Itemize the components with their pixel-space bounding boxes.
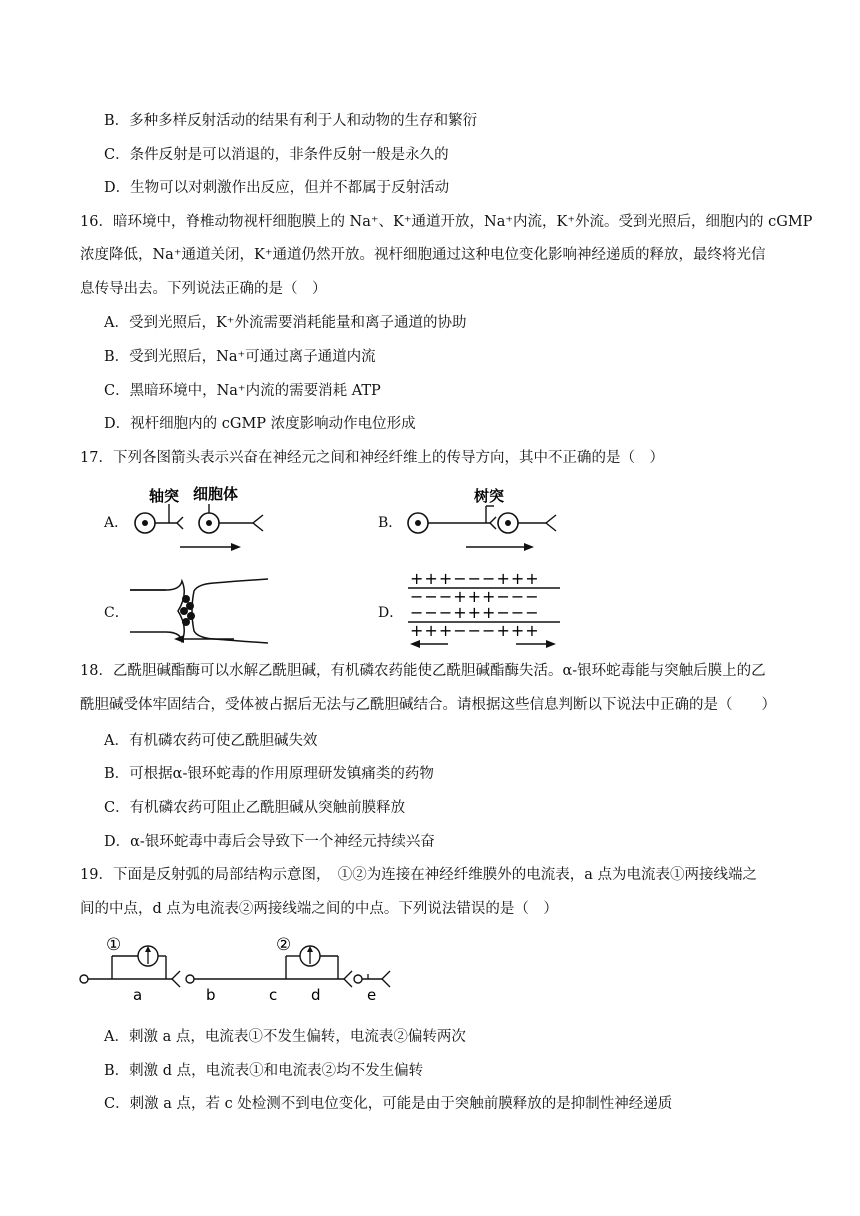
q17-figure-c <box>128 575 278 647</box>
q17-fig-b-label: B． <box>378 515 403 531</box>
q19-reflex-arc-figure <box>76 928 406 1008</box>
q16-option-a: A．受到光照后，K⁺外流需要消耗能量和离子通道的协助 <box>104 315 467 331</box>
q17-fig-d-label: D． <box>378 605 404 621</box>
point-d-label: d <box>311 986 321 1004</box>
q17-stem: 17．下列各图箭头表示兴奋在神经元之间和神经纤维上的传导方向，其中不正确的是（ ） <box>80 450 664 466</box>
q17-fig-a-label: A． <box>104 515 129 531</box>
point-b-label: b <box>206 986 216 1004</box>
membrane-row-1: +++−−−+++ <box>410 569 540 588</box>
arrow-right-icon <box>231 543 241 551</box>
q17-figure-d <box>404 568 564 648</box>
membrane-row-2: −−−+++−−− <box>410 587 540 606</box>
q18-option-a: A．有机磷农药可使乙酰胆碱失效 <box>104 733 318 749</box>
point-e-label: e <box>367 986 377 1004</box>
q17-fig-c-label: C． <box>104 605 129 621</box>
q19-stem-line2: 间的中点，d 点为电流表②两接线端之间的中点。下列说法错误的是（ ） <box>80 901 558 917</box>
q16-option-b: B．受到光照后，Na⁺可通过离子通道内流 <box>104 349 376 365</box>
q16-stem-line1: 16．暗环境中，脊椎动物视杆细胞膜上的 Na⁺、K⁺通道开放，Na⁺内流，K⁺外流。受到光照后，细胞内的 cGMP <box>80 214 813 230</box>
q18-stem-line2: 酰胆碱受体牢固结合，受体被占据后无法与乙酰胆碱结合。请根据这些信息判断以下说法中正确的是（ ） <box>80 697 776 713</box>
axon-label: 轴突 <box>149 487 180 505</box>
point-c-label: c <box>269 986 278 1004</box>
dendrite-label: 树突 <box>474 487 505 505</box>
q18-option-d: D．α-银环蛇毒中毒后会导致下一个神经元持续兴奋 <box>104 834 435 850</box>
meter-2-label: ② <box>276 935 292 955</box>
q15-option-b: B．多种多样反射活动的结果有利于人和动物的生存和繁衍 <box>104 113 478 129</box>
arrow-left-icon <box>410 640 420 648</box>
q15-option-d: D．生物可以对刺激作出反应，但并不都属于反射活动 <box>104 180 450 196</box>
q17-figure-b <box>398 482 568 557</box>
q19-option-b: B．刺激 d 点，电流表①和电流表②均不发生偏转 <box>104 1063 424 1079</box>
soma-label: 细胞体 <box>193 485 239 503</box>
q16-stem-line3: 息传导出去。下列说法正确的是（ ） <box>80 281 327 297</box>
q16-option-d: D．视杆细胞内的 cGMP 浓度影响动作电位形成 <box>104 416 416 432</box>
q19-option-a: A．刺激 a 点，电流表①不发生偏转，电流表②偏转两次 <box>104 1029 466 1045</box>
q17-figure-a <box>125 482 285 557</box>
q18-stem-line1: 18．乙酰胆碱酯酶可以水解乙酰胆碱，有机磷农药能使乙酰胆碱酯酶失活。α-银环蛇毒能与突触后膜上的乙 <box>80 663 766 679</box>
point-a-label: a <box>133 986 143 1004</box>
arrow-right-icon <box>524 543 534 551</box>
q19-stem-line1: 19．下面是反射弧的局部结构示意图， ①②为连接在神经纤维膜外的电流表，a 点为电流表①两接线端之 <box>80 867 757 883</box>
meter-1-label: ① <box>106 935 122 955</box>
q16-option-c: C．黑暗环境中，Na⁺内流的需要消耗 ATP <box>104 383 381 399</box>
q15-option-c: C．条件反射是可以消退的，非条件反射一般是永久的 <box>104 147 449 163</box>
q18-option-c: C．有机磷农药可阻止乙酰胆碱从突触前膜释放 <box>104 800 406 816</box>
q16-stem-line2: 浓度降低，Na⁺通道关闭，K⁺通道仍然开放。视杆细胞通过这种电位变化影响神经递质的释放，最终将光信 <box>80 247 766 263</box>
q19-option-c: C．刺激 a 点，若 c 处检测不到电位变化，可能是由于突触前膜释放的是抑制性神经递质 <box>104 1096 673 1112</box>
membrane-row-3: −−−+++−−− <box>410 603 540 622</box>
arrow-right-icon <box>546 640 556 648</box>
q18-option-b: B．可根据α-银环蛇毒的作用原理研发镇痛类的药物 <box>104 766 434 782</box>
membrane-row-4: +++−−−+++ <box>410 621 540 640</box>
